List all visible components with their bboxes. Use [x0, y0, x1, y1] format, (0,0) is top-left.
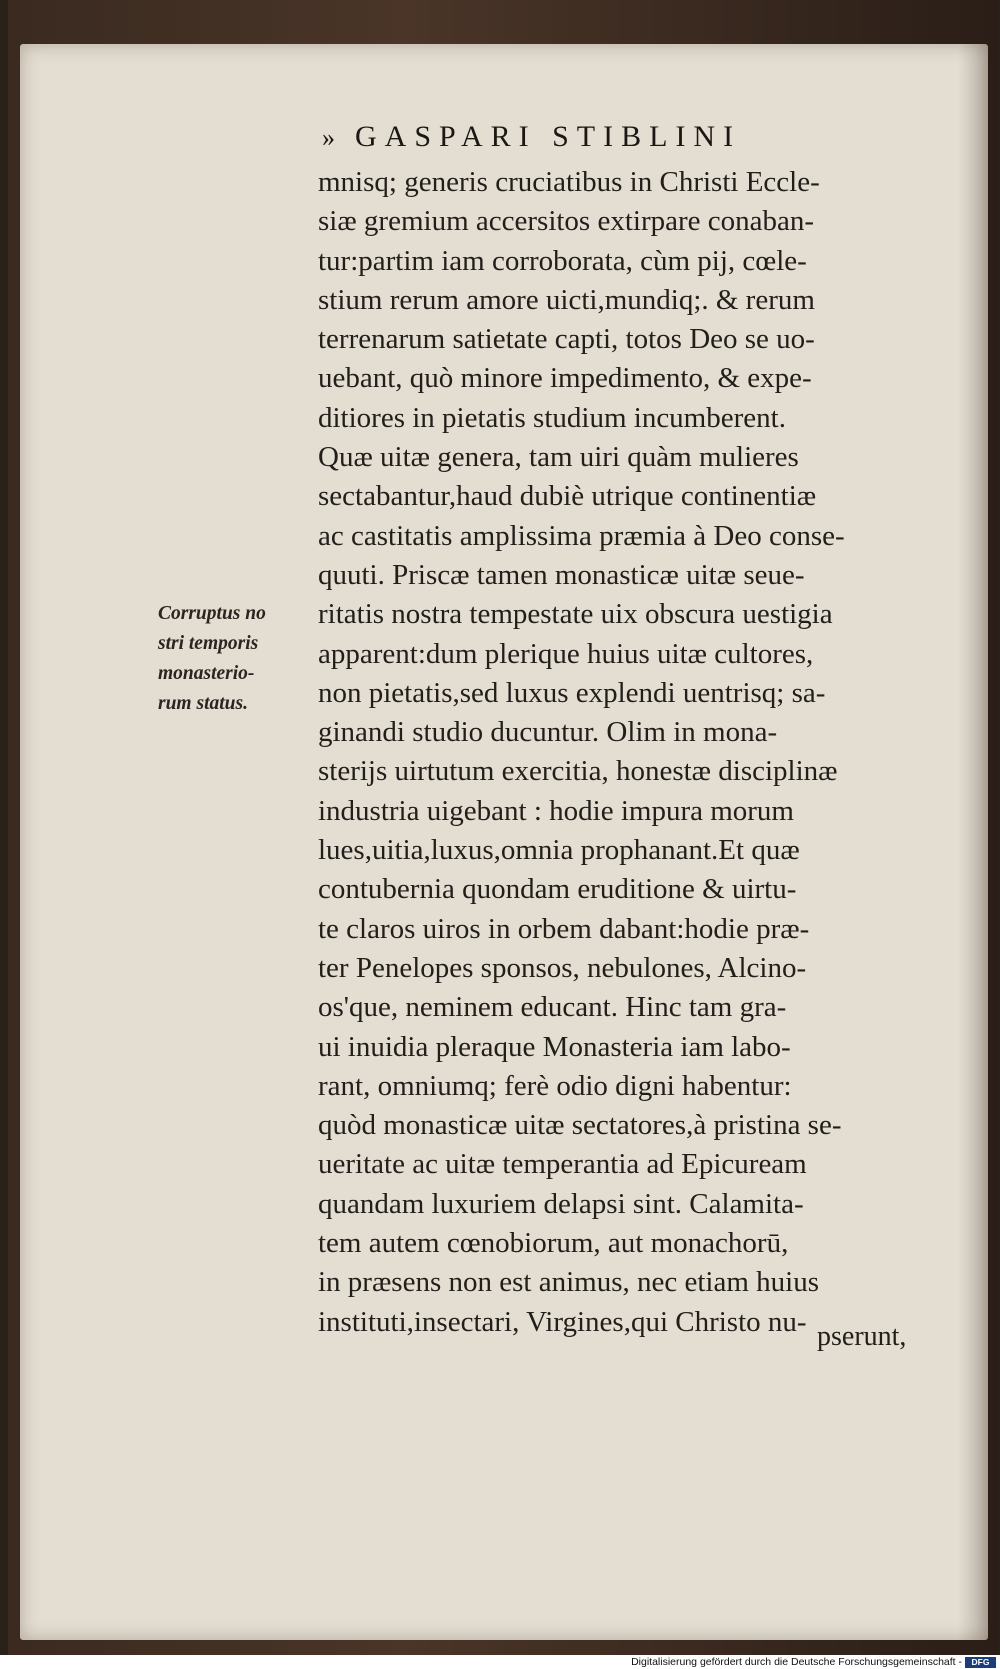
text-line: te claros uiros in orbem dabant:hodie præ-	[318, 912, 810, 945]
text-line: siæ gremium accersitos extirpare conaban-	[318, 205, 815, 238]
text-line: os'que, neminem educant. Hinc tam gra-	[318, 991, 787, 1024]
funding-credit: Digitalisierung gefördert durch die Deutsche Forschungsgemeinschaft -	[631, 1656, 962, 1668]
marginal-note-line: Corruptus no	[158, 603, 266, 624]
text-line: ui inuidia pleraque Monasteria iam labo-	[318, 1030, 791, 1063]
running-header	[322, 120, 922, 156]
text-line: in præsens non est animus, nec etiam huius	[318, 1266, 819, 1299]
dfg-logo-badge: DFG	[965, 1657, 996, 1668]
marginal-note	[158, 599, 318, 719]
text-line: industria uigebant : hodie impura morum	[318, 794, 794, 827]
text-line: rant, omniumq; ferè odio digni habentur:	[318, 1069, 792, 1102]
text-line: sectabantur,haud dubiè utrique continentiæ	[318, 480, 817, 513]
marginal-note-line: rum status.	[158, 693, 248, 714]
text-line: ter Penelopes sponsos, nebulones, Alcino-	[318, 951, 807, 984]
text-line: ginandi studio ducuntur. Olim in mona-	[318, 716, 778, 749]
text-line: ritatis nostra tempestate uix obscura uestigia	[318, 598, 833, 631]
text-line: terrenarum satietate capti, totos Deo se uo-	[318, 323, 815, 356]
running-title: GASPARI STIBLINI	[355, 120, 742, 153]
text-line: quandam luxuriem delapsi sint. Calamita-	[318, 1187, 804, 1220]
footer-bar	[0, 1655, 1000, 1669]
text-line: mnisq; generis cruciatibus in Christi Eccle-	[318, 166, 820, 198]
text-line: ueritate ac uitæ temperantia ad Epicuream	[318, 1148, 807, 1181]
text-line: ac castitatis amplissima præmia à Deo conse-	[318, 519, 845, 552]
text-line: Quæ uitæ genera, tam uiri quàm mulieres	[318, 441, 799, 474]
text-line: sterijs uirtutum exercitia, honestæ disciplinæ	[318, 755, 838, 788]
text-line: tur:partim iam corroborata, cùm pij, cœle-	[318, 244, 807, 277]
catchword: pserunt,	[817, 1321, 907, 1352]
text-line: quòd monasticæ uitæ sectatores,à pristina se-	[318, 1109, 842, 1142]
text-line: ditiores in pietatis studium incumberent.	[318, 401, 786, 434]
body-text	[318, 163, 943, 1342]
text-line: lues,uitia,luxus,omnia prophanant.Et quæ	[318, 834, 800, 867]
marginal-note-line: stri temporis	[158, 633, 259, 654]
text-line: instituti,insectari, Virgines,qui Christo nu-	[318, 1305, 807, 1338]
text-line: contubernia quondam eruditione & uirtu-	[318, 873, 797, 906]
text-line: uebant, quò minore impedimento, & expe-	[318, 362, 812, 395]
text-line: apparent:dum plerique huius uitæ cultores,	[318, 637, 814, 670]
text-line: stium rerum amore uicti,mundiq;. & rerum	[318, 283, 815, 316]
text-line: tem autem cœnobiorum, aut monachorū,	[318, 1227, 789, 1260]
header-mark: »	[322, 123, 335, 152]
marginal-note-line: monasterio-	[158, 663, 255, 684]
page-gutter-shadow	[958, 44, 988, 1640]
text-line: non pietatis,sed luxus explendi uentrisq; sa-	[318, 676, 826, 709]
text-line: quuti. Priscæ tamen monasticæ uitæ seue-	[318, 558, 805, 591]
